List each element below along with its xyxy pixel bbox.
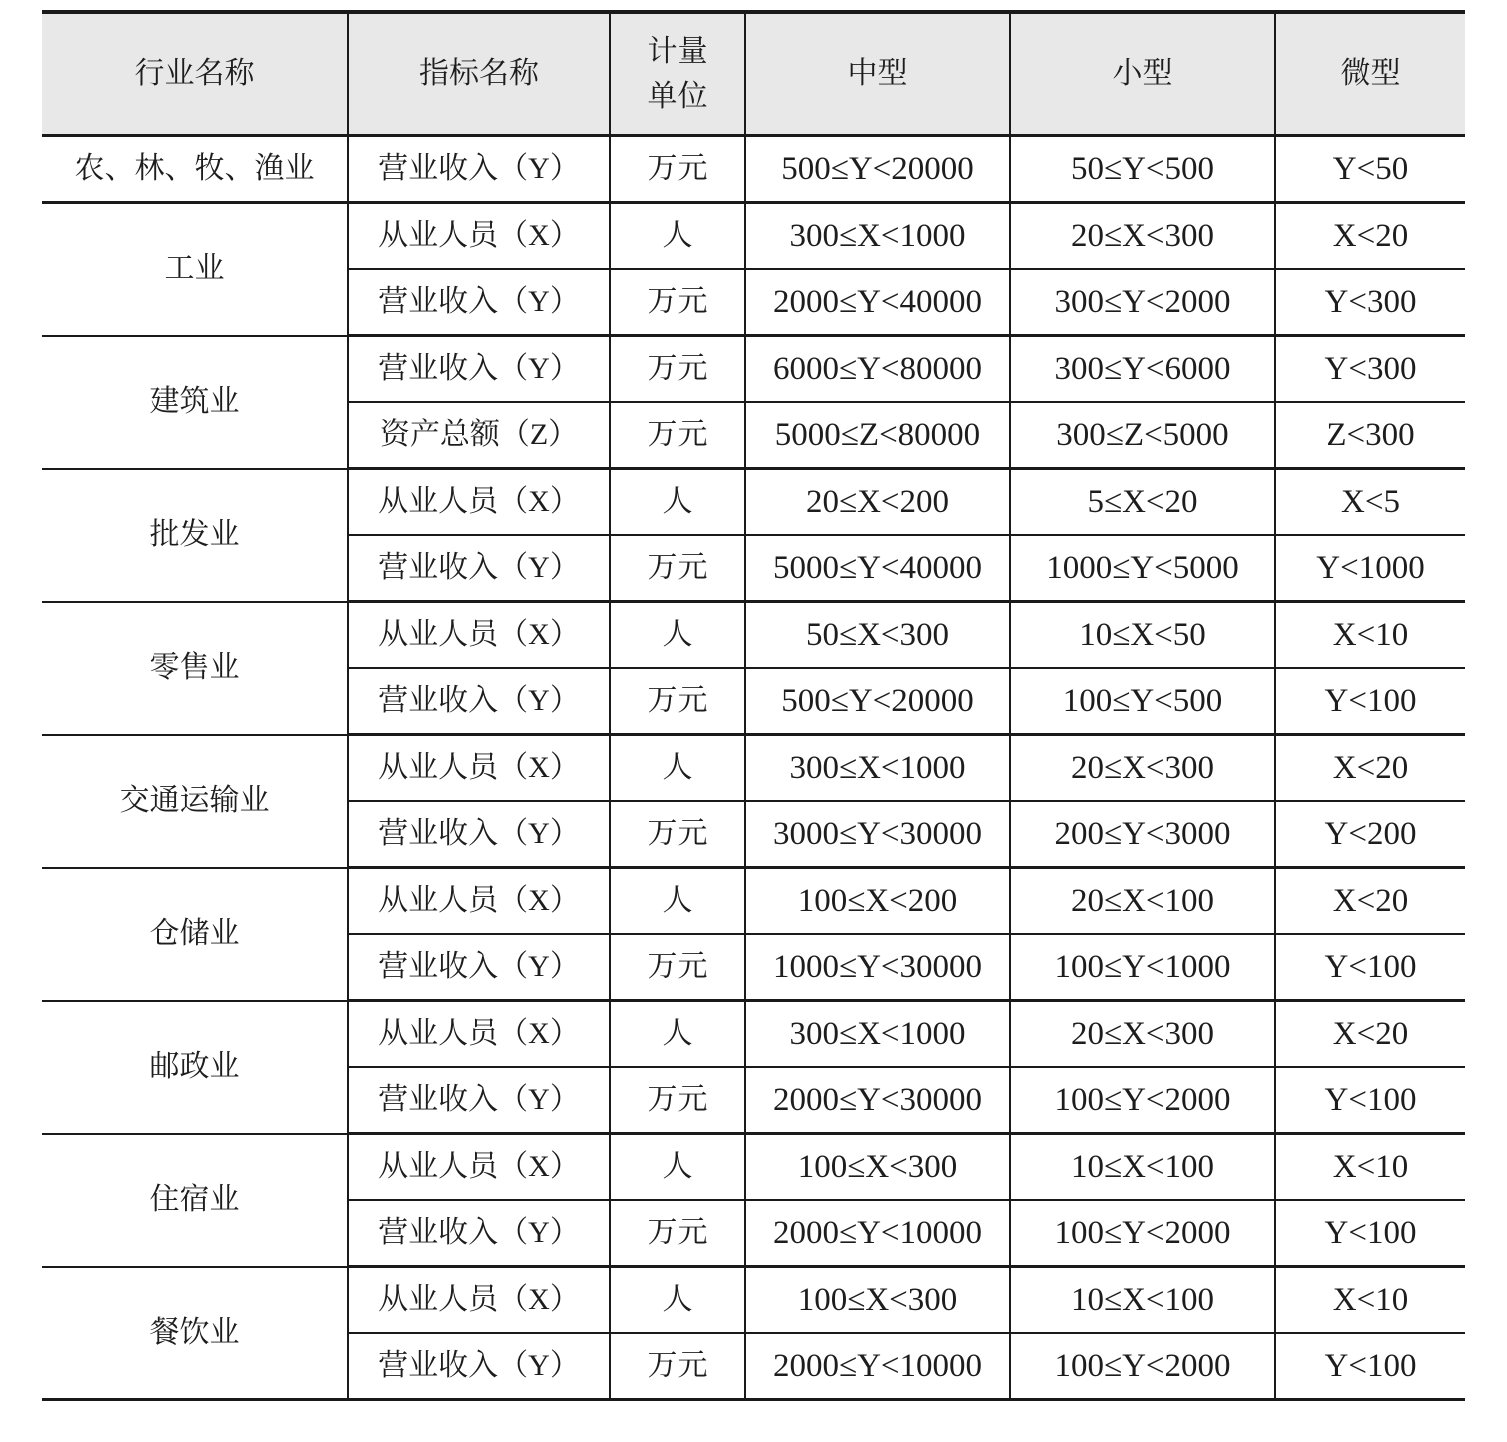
enterprise-size-classification-table <box>42 10 1465 1401</box>
medium-size-cell: 1000≤Y<30000 <box>745 934 1010 1001</box>
medium-size-cell: 100≤X<300 <box>745 1134 1010 1201</box>
unit-cell: 万元 <box>610 1200 745 1267</box>
unit-cell: 万元 <box>610 668 745 735</box>
small-size-cell: 20≤X<300 <box>1010 203 1275 270</box>
industry-cell: 批发业 <box>42 469 348 602</box>
micro-size-cell: X<10 <box>1275 1134 1465 1201</box>
medium-size-cell: 500≤Y<20000 <box>745 136 1010 203</box>
unit-cell: 万元 <box>610 801 745 868</box>
indicator-cell: 营业收入（Y） <box>348 1200 610 1267</box>
indicator-cell: 营业收入（Y） <box>348 1067 610 1134</box>
micro-size-cell: Y<100 <box>1275 1333 1465 1400</box>
industry-cell: 建筑业 <box>42 336 348 469</box>
medium-size-cell: 300≤X<1000 <box>745 1001 1010 1068</box>
indicator-cell: 从业人员（X） <box>348 868 610 935</box>
medium-size-cell: 2000≤Y<30000 <box>745 1067 1010 1134</box>
unit-cell: 人 <box>610 469 745 536</box>
column-header-industry: 行业名称 <box>42 12 348 136</box>
unit-cell: 万元 <box>610 402 745 469</box>
micro-size-cell: Y<100 <box>1275 1067 1465 1134</box>
indicator-cell: 营业收入（Y） <box>348 934 610 1001</box>
table-header <box>42 12 1465 136</box>
micro-size-cell: Z<300 <box>1275 402 1465 469</box>
industry-cell: 交通运输业 <box>42 735 348 868</box>
unit-cell: 万元 <box>610 1333 745 1400</box>
micro-size-cell: X<5 <box>1275 469 1465 536</box>
medium-size-cell: 5000≤Z<80000 <box>745 402 1010 469</box>
industry-cell: 仓储业 <box>42 868 348 1001</box>
indicator-cell: 营业收入（Y） <box>348 336 610 403</box>
small-size-cell: 20≤X<100 <box>1010 868 1275 935</box>
small-size-cell: 300≤Y<6000 <box>1010 336 1275 403</box>
medium-size-cell: 500≤Y<20000 <box>745 668 1010 735</box>
medium-size-cell: 2000≤Y<10000 <box>745 1333 1010 1400</box>
medium-size-cell: 50≤X<300 <box>745 602 1010 669</box>
header-row <box>42 12 1465 136</box>
micro-size-cell: Y<300 <box>1275 336 1465 403</box>
micro-size-cell: Y<100 <box>1275 668 1465 735</box>
unit-cell: 人 <box>610 203 745 270</box>
small-size-cell: 200≤Y<3000 <box>1010 801 1275 868</box>
small-size-cell: 300≤Y<2000 <box>1010 269 1275 336</box>
unit-cell: 万元 <box>610 336 745 403</box>
column-header-small: 小型 <box>1010 12 1275 136</box>
column-header-indicator: 指标名称 <box>348 12 610 136</box>
micro-size-cell: Y<300 <box>1275 269 1465 336</box>
small-size-cell: 300≤Z<5000 <box>1010 402 1275 469</box>
unit-cell: 万元 <box>610 269 745 336</box>
micro-size-cell: X<10 <box>1275 602 1465 669</box>
medium-size-cell: 2000≤Y<10000 <box>745 1200 1010 1267</box>
indicator-cell: 从业人员（X） <box>348 602 610 669</box>
medium-size-cell: 3000≤Y<30000 <box>745 801 1010 868</box>
micro-size-cell: X<20 <box>1275 735 1465 802</box>
industry-cell: 工业 <box>42 203 348 336</box>
unit-cell: 万元 <box>610 535 745 602</box>
micro-size-cell: Y<1000 <box>1275 535 1465 602</box>
micro-size-cell: Y<50 <box>1275 136 1465 203</box>
column-header-unit: 计量单位 <box>610 12 745 136</box>
micro-size-cell: Y<100 <box>1275 1200 1465 1267</box>
small-size-cell: 100≤Y<2000 <box>1010 1067 1275 1134</box>
industry-cell: 农、林、牧、渔业 <box>42 136 348 203</box>
table-row <box>42 1267 1465 1334</box>
small-size-cell: 10≤X<50 <box>1010 602 1275 669</box>
table-row <box>42 1001 1465 1068</box>
unit-cell: 人 <box>610 1134 745 1201</box>
indicator-cell: 从业人员（X） <box>348 1134 610 1201</box>
unit-cell: 人 <box>610 868 745 935</box>
medium-size-cell: 100≤X<200 <box>745 868 1010 935</box>
industry-cell: 住宿业 <box>42 1134 348 1267</box>
table-row <box>42 602 1465 669</box>
table-row <box>42 469 1465 536</box>
micro-size-cell: X<20 <box>1275 868 1465 935</box>
column-header-medium: 中型 <box>745 12 1010 136</box>
indicator-cell: 从业人员（X） <box>348 735 610 802</box>
indicator-cell: 营业收入（Y） <box>348 1333 610 1400</box>
micro-size-cell: X<20 <box>1275 1001 1465 1068</box>
indicator-cell: 营业收入（Y） <box>348 535 610 602</box>
small-size-cell: 1000≤Y<5000 <box>1010 535 1275 602</box>
micro-size-cell: Y<100 <box>1275 934 1465 1001</box>
indicator-cell: 营业收入（Y） <box>348 136 610 203</box>
small-size-cell: 100≤Y<2000 <box>1010 1333 1275 1400</box>
unit-cell: 万元 <box>610 136 745 203</box>
table-row <box>42 336 1465 403</box>
small-size-cell: 10≤X<100 <box>1010 1134 1275 1201</box>
indicator-cell: 从业人员（X） <box>348 469 610 536</box>
industry-cell: 邮政业 <box>42 1001 348 1134</box>
indicator-cell: 营业收入（Y） <box>348 668 610 735</box>
medium-size-cell: 300≤X<1000 <box>745 735 1010 802</box>
indicator-cell: 从业人员（X） <box>348 1267 610 1334</box>
small-size-cell: 100≤Y<2000 <box>1010 1200 1275 1267</box>
small-size-cell: 5≤X<20 <box>1010 469 1275 536</box>
table-body <box>42 136 1465 1400</box>
column-header-micro: 微型 <box>1275 12 1465 136</box>
table-row <box>42 136 1465 203</box>
indicator-cell: 从业人员（X） <box>348 203 610 270</box>
indicator-cell: 营业收入（Y） <box>348 269 610 336</box>
micro-size-cell: X<10 <box>1275 1267 1465 1334</box>
indicator-cell: 资产总额（Z） <box>348 402 610 469</box>
medium-size-cell: 2000≤Y<40000 <box>745 269 1010 336</box>
medium-size-cell: 100≤X<300 <box>745 1267 1010 1334</box>
unit-cell: 人 <box>610 1267 745 1334</box>
small-size-cell: 100≤Y<500 <box>1010 668 1275 735</box>
table-row <box>42 868 1465 935</box>
unit-cell: 人 <box>610 1001 745 1068</box>
unit-cell: 人 <box>610 735 745 802</box>
medium-size-cell: 20≤X<200 <box>745 469 1010 536</box>
indicator-cell: 从业人员（X） <box>348 1001 610 1068</box>
indicator-cell: 营业收入（Y） <box>348 801 610 868</box>
small-size-cell: 100≤Y<1000 <box>1010 934 1275 1001</box>
small-size-cell: 20≤X<300 <box>1010 1001 1275 1068</box>
small-size-cell: 20≤X<300 <box>1010 735 1275 802</box>
medium-size-cell: 6000≤Y<80000 <box>745 336 1010 403</box>
unit-cell: 万元 <box>610 1067 745 1134</box>
micro-size-cell: Y<200 <box>1275 801 1465 868</box>
table-row <box>42 1134 1465 1201</box>
table-row <box>42 735 1465 802</box>
industry-cell: 餐饮业 <box>42 1267 348 1400</box>
table-row <box>42 203 1465 270</box>
industry-cell: 零售业 <box>42 602 348 735</box>
small-size-cell: 10≤X<100 <box>1010 1267 1275 1334</box>
medium-size-cell: 5000≤Y<40000 <box>745 535 1010 602</box>
medium-size-cell: 300≤X<1000 <box>745 203 1010 270</box>
unit-cell: 人 <box>610 602 745 669</box>
unit-cell: 万元 <box>610 934 745 1001</box>
micro-size-cell: X<20 <box>1275 203 1465 270</box>
small-size-cell: 50≤Y<500 <box>1010 136 1275 203</box>
